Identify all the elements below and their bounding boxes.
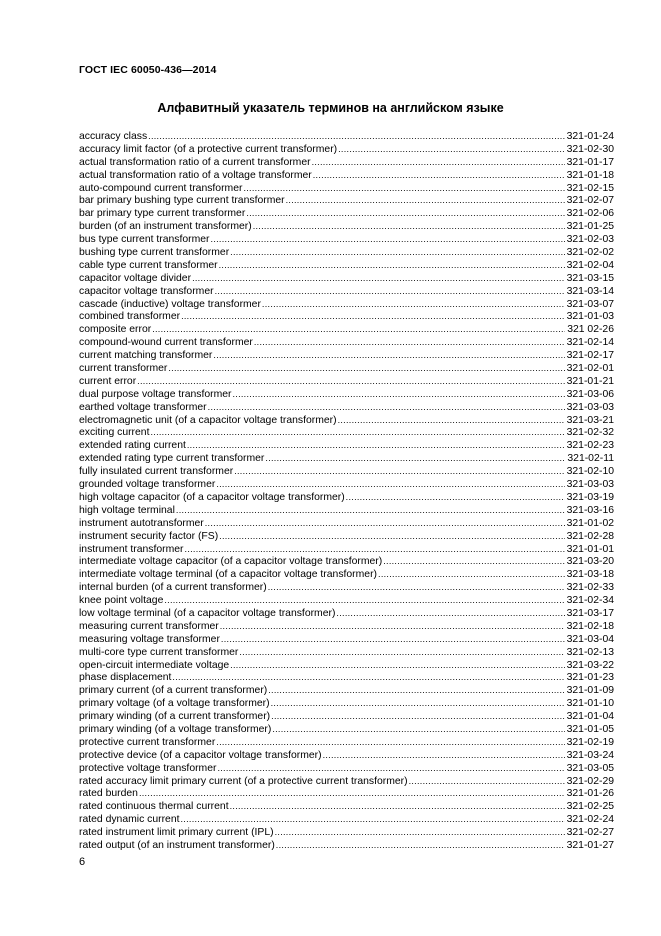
dot-leader	[205, 517, 565, 530]
dot-leader	[262, 298, 565, 311]
index-entry	[79, 246, 614, 259]
entry-term: protective voltage transformer	[79, 762, 217, 774]
dot-leader	[323, 749, 565, 762]
dot-leader	[254, 336, 565, 349]
dot-leader	[219, 530, 564, 543]
index-entry	[79, 710, 614, 723]
entry-code: 321-02-19	[566, 736, 614, 748]
entry-code: 321-01-26	[566, 788, 614, 800]
index-entry	[79, 659, 614, 672]
dot-leader	[230, 800, 565, 813]
entry-term: extended rating type current transformer	[79, 453, 265, 465]
index-entry	[79, 800, 614, 813]
index-entry	[79, 620, 614, 633]
index-entry	[79, 775, 614, 788]
dot-leader	[181, 813, 565, 826]
entry-code: 321-02-27	[566, 827, 614, 839]
entry-code: 321-02-03	[566, 234, 614, 246]
entry-term: bus type current transformer	[79, 234, 210, 246]
entry-term: composite error	[79, 324, 152, 336]
entry-code: 321-03-22	[566, 659, 614, 671]
dot-leader	[181, 310, 565, 323]
dot-leader	[338, 414, 565, 427]
dot-leader	[176, 504, 565, 517]
entry-code: 321-02-33	[566, 582, 614, 594]
entry-term: intermediate voltage terminal (of a capacitor voltage transformer)	[79, 569, 378, 581]
entry-term: rated dynamic current	[79, 814, 180, 826]
entry-code: 321-02-17	[566, 350, 614, 362]
index-entry	[79, 530, 614, 543]
index-entry	[79, 375, 614, 388]
entry-code: 321-02-34	[566, 595, 614, 607]
dot-leader	[139, 787, 565, 800]
entry-code: 321-01-04	[566, 711, 614, 723]
entry-term: primary winding (of a voltage transformer)	[79, 723, 272, 735]
index-entry	[79, 646, 614, 659]
entry-code: 321-02-18	[566, 620, 614, 632]
entry-code: 321-02-15	[566, 182, 614, 194]
index-entry	[79, 426, 614, 439]
entry-code: 321-02-06	[566, 208, 614, 220]
dot-leader	[230, 659, 564, 672]
index-entry	[79, 323, 614, 336]
entry-term: electromagnetic unit (of a capacitor voltage transformer)	[79, 414, 337, 426]
dot-leader	[239, 646, 564, 659]
entry-term: intermediate voltage capacitor (of a capacitor voltage transformer)	[79, 556, 383, 568]
entry-code: 321-02-07	[566, 195, 614, 207]
entry-term: protective device (of a capacitor voltage transformer)	[79, 749, 322, 761]
entry-code: 321-02-13	[566, 646, 614, 658]
dot-leader	[234, 465, 564, 478]
entry-code: 321-01-25	[566, 221, 614, 233]
entry-code: 321-02-32	[566, 427, 614, 439]
dot-leader	[268, 684, 564, 697]
entry-term: dual purpose voltage transformer	[79, 388, 232, 400]
entry-code: 321-01-18	[566, 169, 614, 181]
dot-leader	[336, 607, 564, 620]
index-entry	[79, 684, 614, 697]
entry-term: high voltage capacitor (of a capacitor voltage transformer)	[79, 491, 345, 503]
entry-term: actual transformation ratio of a current transformer	[79, 156, 311, 168]
entry-term: grounded voltage transformer	[79, 479, 216, 491]
entry-code: 321-03-15	[566, 272, 614, 284]
entry-code: 321-03-21	[566, 414, 614, 426]
entry-code: 321-03-19	[566, 491, 614, 503]
index-entry	[79, 491, 614, 504]
index-entry	[79, 182, 614, 195]
dot-leader	[271, 697, 565, 710]
dot-leader	[383, 555, 564, 568]
dot-leader	[215, 285, 565, 298]
dot-leader	[208, 401, 565, 414]
index-entry	[79, 826, 614, 839]
index-entry	[79, 130, 614, 143]
entry-term: exciting current	[79, 427, 150, 439]
index-entry	[79, 607, 614, 620]
entry-term: high voltage terminal	[79, 504, 175, 516]
index-entry	[79, 310, 614, 323]
entry-term: instrument autotransformer	[79, 517, 204, 529]
dot-leader	[221, 633, 565, 646]
entry-term: internal burden (of a current transformer)	[79, 582, 267, 594]
index-entry	[79, 581, 614, 594]
index-entry	[79, 272, 614, 285]
entry-code: 321-03-03	[566, 479, 614, 491]
entry-code: 321-03-14	[566, 285, 614, 297]
entry-code: 321-01-03	[566, 311, 614, 323]
index-entry	[79, 439, 614, 452]
index-entry	[79, 401, 614, 414]
entry-term: current error	[79, 375, 137, 387]
dot-leader	[137, 375, 564, 388]
entry-term: phase displacement	[79, 672, 172, 684]
entry-code: 321-02-14	[566, 337, 614, 349]
dot-leader	[230, 246, 564, 259]
index-entry	[79, 813, 614, 826]
dot-leader	[246, 207, 564, 220]
page-number: 6	[79, 856, 86, 868]
entry-term: primary winding (of a current transformer)	[79, 711, 271, 723]
entry-term: open-circuit intermediate voltage	[79, 659, 230, 671]
dot-leader	[265, 452, 565, 465]
dot-leader	[164, 594, 564, 607]
dot-leader	[148, 130, 564, 143]
dot-leader	[346, 491, 565, 504]
index-entry	[79, 414, 614, 427]
index-entry	[79, 465, 614, 478]
entry-code: 321-02-29	[566, 775, 614, 787]
entry-code: 321-02-02	[566, 247, 614, 259]
index-entry	[79, 504, 614, 517]
entry-code: 321-03-07	[566, 298, 614, 310]
dot-leader	[232, 388, 564, 401]
dot-leader	[219, 259, 565, 272]
entry-term: earthed voltage transformer	[79, 401, 207, 413]
index-entry	[79, 749, 614, 762]
index-entry	[79, 762, 614, 775]
entry-code: 321-01-05	[566, 723, 614, 735]
index-entries	[79, 130, 614, 852]
index-entry	[79, 633, 614, 646]
entry-code: 321-03-06	[566, 388, 614, 400]
index-entry	[79, 207, 614, 220]
index-entry	[79, 594, 614, 607]
dot-leader	[276, 839, 565, 852]
entry-term: rated continuous thermal current	[79, 801, 229, 813]
dot-leader	[271, 710, 564, 723]
entry-code: 321-03-18	[566, 569, 614, 581]
dot-leader	[338, 143, 565, 156]
dot-leader	[150, 426, 564, 439]
dot-leader	[243, 182, 564, 195]
index-entry	[79, 517, 614, 530]
index-entry	[79, 259, 614, 272]
index-entry	[79, 220, 614, 233]
dot-leader	[220, 620, 565, 633]
entry-code: 321-02-24	[566, 814, 614, 826]
dot-leader	[152, 323, 565, 336]
index-entry	[79, 156, 614, 169]
entry-code: 321-01-09	[566, 685, 614, 697]
dot-leader	[216, 736, 564, 749]
entry-term: accuracy class	[79, 131, 148, 142]
entry-term: primary voltage (of a voltage transformer)	[79, 698, 270, 710]
dot-leader	[216, 478, 564, 491]
entry-term: accuracy limit factor (of a protective current transformer)	[79, 143, 338, 155]
index-entry	[79, 298, 614, 311]
entry-code: 321-01-27	[566, 839, 614, 851]
index-entry	[79, 736, 614, 749]
entry-term: fully insulated current transformer	[79, 466, 234, 478]
entry-term: capacitor voltage divider	[79, 272, 192, 284]
dot-leader	[286, 194, 565, 207]
entry-term: rated accuracy limit primary current (of a protective current transformer)	[79, 775, 408, 787]
entry-term: capacitor voltage transformer	[79, 285, 214, 297]
entry-term: current matching transformer	[79, 350, 213, 362]
page-header: ГОСТ IEC 60050-436—2014	[79, 64, 217, 76]
index-entry	[79, 723, 614, 736]
entry-term: measuring voltage transformer	[79, 633, 220, 645]
index-entry	[79, 169, 614, 182]
entry-term: extended rating current	[79, 440, 186, 452]
entry-term: rated instrument limit primary current (IPL)	[79, 827, 274, 839]
index-entry	[79, 671, 614, 684]
entry-term: measuring current transformer	[79, 620, 219, 632]
entry-code: 321-02-25	[566, 801, 614, 813]
entry-term: primary current (of a current transformer)	[79, 685, 268, 697]
dot-leader	[268, 581, 565, 594]
entry-term: burden (of an instrument transformer)	[79, 221, 252, 233]
entry-code: 321-03-24	[566, 749, 614, 761]
entry-code: 321-02-11	[567, 453, 614, 465]
entry-code: 321-03-03	[566, 401, 614, 413]
entry-code: 321-01-17	[566, 156, 614, 168]
index-entry	[79, 478, 614, 491]
index-entry	[79, 336, 614, 349]
entry-term: auto-compound current transformer	[79, 182, 243, 194]
entry-code: 321-02-04	[566, 259, 614, 271]
entry-term: current transformer	[79, 363, 168, 375]
entry-code: 321-03-04	[566, 633, 614, 645]
dot-leader	[185, 543, 565, 556]
entry-term: protective current transformer	[79, 736, 216, 748]
entry-code: 321-02-30	[566, 143, 614, 155]
entry-term: bar primary bushing type current transformer	[79, 195, 285, 207]
dot-leader	[217, 762, 564, 775]
dot-leader	[312, 156, 565, 169]
entry-term: knee point voltage	[79, 595, 164, 607]
index-entry	[79, 233, 614, 246]
index-entry	[79, 839, 614, 852]
entry-code: 321-01-23	[566, 672, 614, 684]
index-entry	[79, 388, 614, 401]
entry-term: combined transformer	[79, 311, 181, 323]
entry-code: 321-02-10	[566, 466, 614, 478]
index-entry	[79, 285, 614, 298]
entry-code: 321-01-01	[566, 543, 614, 555]
index-entry	[79, 568, 614, 581]
entry-code: 321-02-28	[566, 530, 614, 542]
index-entry	[79, 697, 614, 710]
index-entry	[79, 194, 614, 207]
entry-code: 321-01-21	[566, 375, 614, 387]
entry-term: multi-core type current transformer	[79, 646, 239, 658]
entry-term: rated burden	[79, 788, 138, 800]
entry-code: 321-03-17	[566, 607, 614, 619]
dot-leader	[213, 349, 564, 362]
entry-term: rated output (of an instrument transformer)	[79, 839, 275, 851]
dot-leader	[192, 272, 565, 285]
entry-term: cascade (inductive) voltage transformer	[79, 298, 261, 310]
entry-term: bushing type current transformer	[79, 247, 230, 259]
entry-term: bar primary type current transformer	[79, 208, 246, 220]
index-entry	[79, 362, 614, 375]
entry-code: 321-03-16	[566, 504, 614, 516]
dot-leader	[253, 220, 565, 233]
entry-term: compound-wound current transformer	[79, 337, 253, 349]
index-entry	[79, 555, 614, 568]
entry-term: actual transformation ratio of a voltage transformer	[79, 169, 312, 181]
entry-term: instrument transformer	[79, 543, 184, 555]
dot-leader	[168, 362, 564, 375]
dot-leader	[187, 439, 565, 452]
entry-code: 321-02-01	[566, 363, 614, 375]
entry-term: low voltage terminal (of a capacitor voltage transformer)	[79, 607, 336, 619]
dot-leader	[378, 568, 565, 581]
entry-term: cable type current transformer	[79, 259, 218, 271]
entry-code: 321-01-02	[566, 517, 614, 529]
dot-leader	[275, 826, 565, 839]
index-entry	[79, 543, 614, 556]
entry-code: 321 02-26	[567, 324, 614, 336]
dot-leader	[172, 671, 564, 684]
entry-code: 321-02-23	[566, 440, 614, 452]
index-entry	[79, 787, 614, 800]
entry-code: 321-01-24	[566, 131, 614, 142]
index-entry	[79, 452, 614, 465]
entry-code: 321-03-05	[566, 762, 614, 774]
dot-leader	[409, 775, 565, 788]
entry-code: 321-03-20	[566, 556, 614, 568]
index-entry	[79, 349, 614, 362]
index-title: Алфавитный указатель терминов на английском языке	[157, 101, 504, 115]
entry-code: 321-01-10	[566, 698, 614, 710]
dot-leader	[272, 723, 564, 736]
entry-term: instrument security factor (FS)	[79, 530, 219, 542]
dot-leader	[313, 169, 565, 182]
dot-leader	[211, 233, 565, 246]
index-entry	[79, 143, 614, 156]
